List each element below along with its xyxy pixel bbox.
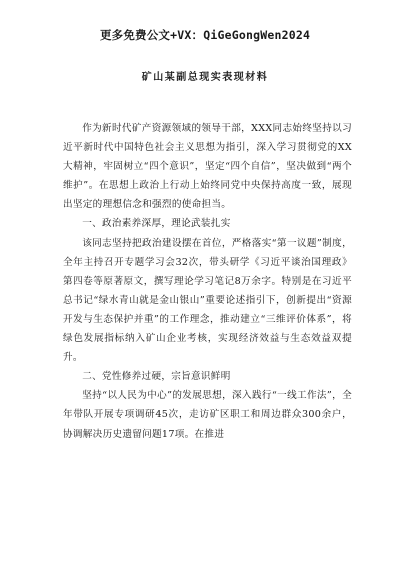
section-heading-1: 一、政治素养深厚，理论武装扎实 <box>82 218 231 230</box>
document-title: 矿山某副总现实表现材料 <box>141 72 269 83</box>
intro-paragraph: 作为新时代矿产资源领域的领导干部，XXX同志始终坚持以习近平新时代中国特色社会主义思想为指引，深入学习贯彻党的XX大精神，牢固树立“四个意识”，坚定“四个自信”，坚决做到“两个维护”。在思想上政治上行动上始终同党中央保持高度一致，展现出坚定的理想信念和强烈的使命担当。 <box>63 123 352 211</box>
document-body <box>63 119 352 444</box>
section-paragraph-2: 坚持“以人民为中心”的发展思想，深入践行“一线工作法”，全年带队开展专项调研45次，走访矿区职工和周边群众300余户，协调解决历史遗留问题17项。在推进 <box>63 390 352 440</box>
section-paragraph-1: 该同志坚持把政治建设摆在首位，严格落实“第一议题”制度，全年主持召开专题学习会32次，带头研学《习近平谈治国理政》第四卷等原著原文，撰写理论学习笔记8万余字。特别是在习近平总书记“绿水青山就是金山银山”重要论述指引下，创新提出“资源开发与生态保护并重”的工作理念，推动建立“三维评价体系”，将绿色发展指标纳入矿山企业考核，实现经济效益与生态效益双提升。 <box>63 237 352 364</box>
section-heading-2: 二、党性修养过硬，宗旨意识鲜明 <box>82 371 231 383</box>
promo-header: 更多免费公文+VX：QiGeGongWen2024 <box>99 28 311 42</box>
